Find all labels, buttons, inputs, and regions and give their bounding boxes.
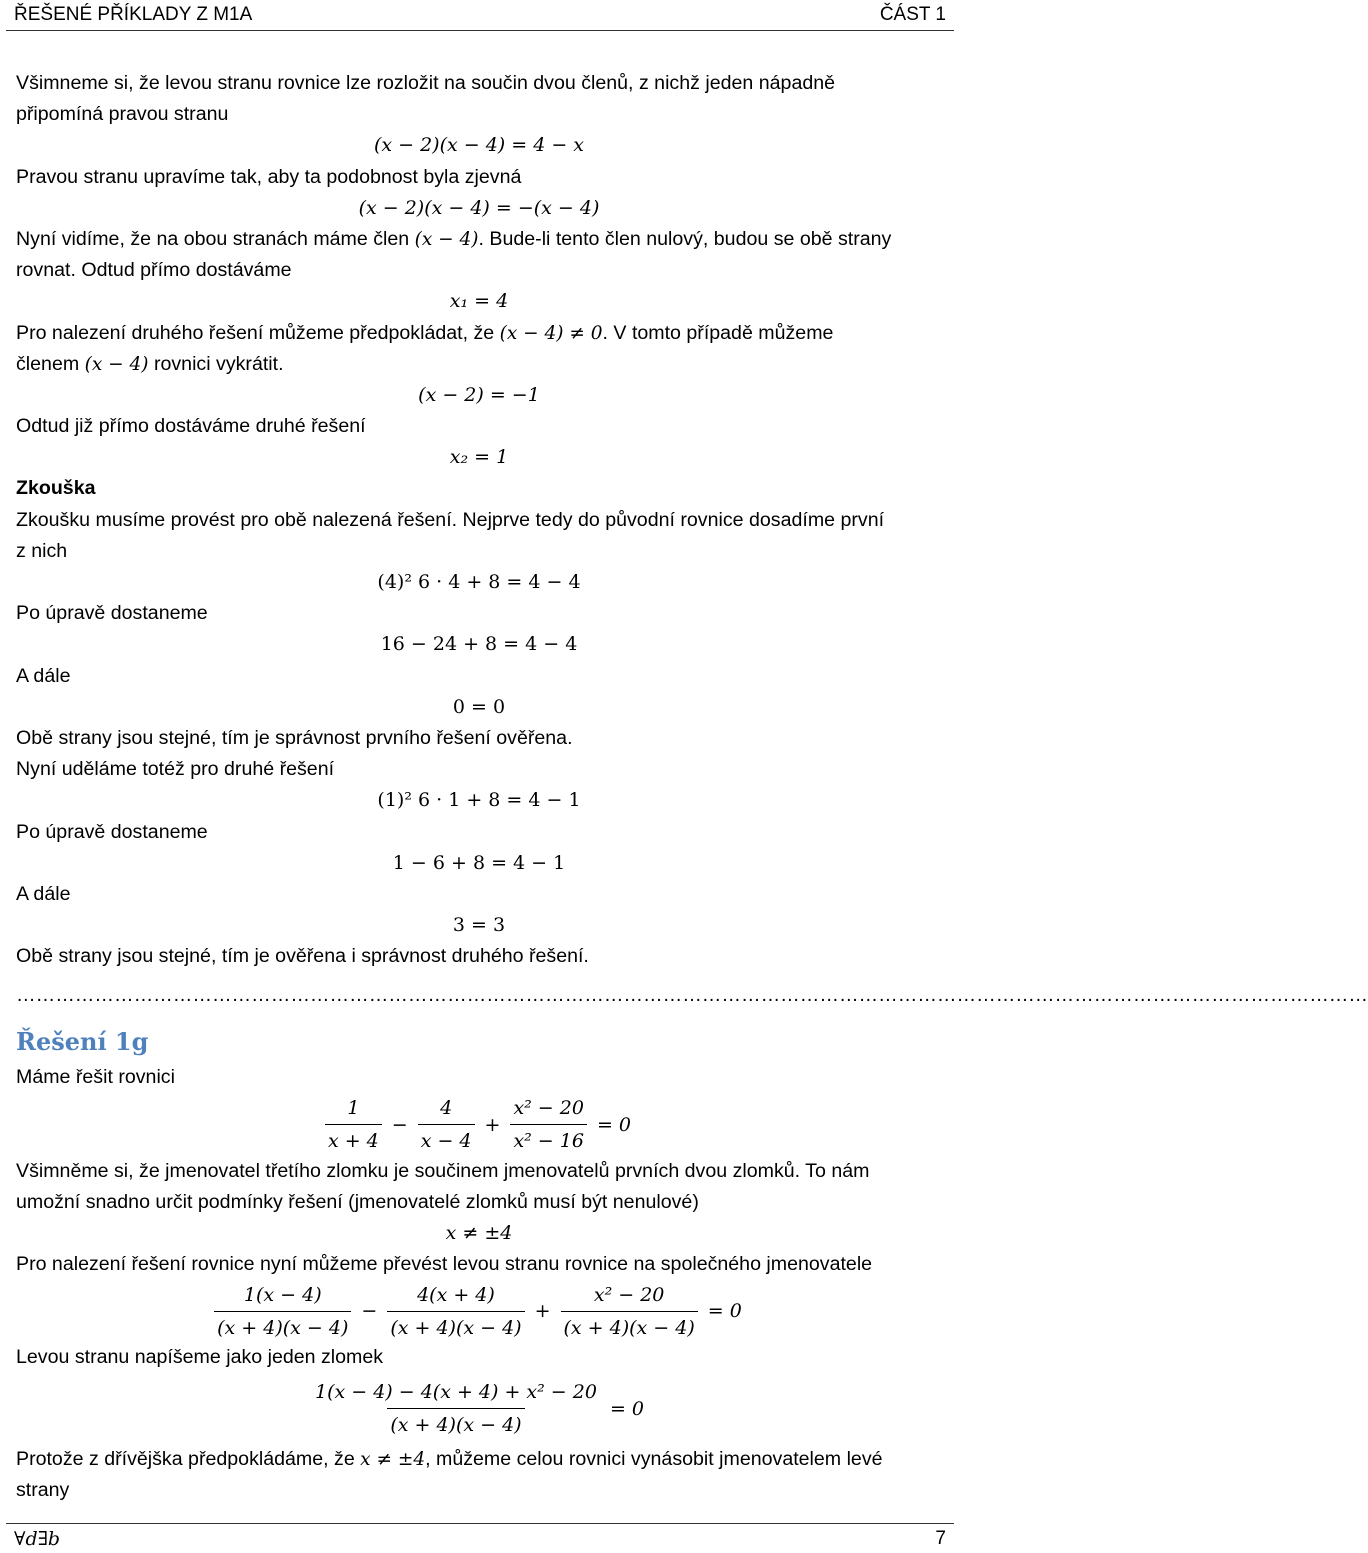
inline-math: (x − 4) ≠ 0: [499, 322, 603, 344]
section-heading: Zkouška: [16, 477, 96, 500]
denominator: (x + 4)(x − 4): [387, 1311, 524, 1342]
paragraph: [16, 224, 942, 255]
numerator: 4(x + 4): [417, 1283, 495, 1306]
denominator: (x + 4)(x − 4): [214, 1311, 351, 1342]
numerator: 1(x − 4): [243, 1283, 322, 1306]
paragraph: [16, 1444, 942, 1475]
equation: (4)² 6 · 4 + 8 = 4 − 4: [377, 571, 581, 593]
paragraph: [16, 318, 942, 349]
equation: x₂ = 1: [449, 446, 509, 469]
fraction: [312, 1378, 600, 1439]
text-run: . V tomto případě můžeme: [602, 321, 834, 344]
equation: x ≠ ±4: [445, 1222, 513, 1244]
paragraph: umožní snadno určit podmínky řešení (jmenovatelé zlomků musí být nenulové): [16, 1190, 699, 1213]
denominator: (x + 4)(x − 4): [387, 1408, 524, 1439]
paragraph: A dále: [16, 882, 71, 905]
operator: −: [361, 1300, 378, 1323]
header-title: ŘEŠENÉ PŘÍKLADY Z M1A: [14, 4, 253, 25]
paragraph: Levou stranu napíšeme jako jeden zlomek: [16, 1346, 384, 1369]
numerator: 1(x − 4) − 4(x + 4) + x² − 20: [314, 1381, 597, 1404]
page-number: 7: [935, 1528, 946, 1549]
page-header: [14, 2, 946, 28]
paragraph: Máme řešit rovnici: [16, 1066, 175, 1089]
text-run: Pro nalezení druhého řešení můžeme předpokládat, že: [16, 321, 500, 344]
text-run: Protože z dřívějška předpokládáme, že: [16, 1447, 361, 1470]
operator: +: [484, 1113, 501, 1136]
page-footer: [14, 1526, 946, 1552]
equation: 3 = 3: [452, 914, 506, 937]
paragraph: strany: [16, 1478, 70, 1501]
inline-math: x ≠ ±4: [360, 1448, 426, 1470]
text-run: rovnici vykrátit.: [148, 352, 284, 375]
paragraph: Pravou stranu upravíme tak, aby ta podobnost byla zjevná: [16, 165, 522, 188]
text-run: členem: [16, 352, 85, 375]
paragraph: Po úpravě dostaneme: [16, 820, 208, 843]
numerator: x² − 20: [593, 1283, 665, 1306]
header-divider: [6, 30, 954, 31]
paragraph: Po úpravě dostaneme: [16, 602, 208, 625]
equation: (1)² 6 · 1 + 8 = 4 − 1: [377, 789, 581, 812]
fraction: [214, 1281, 351, 1342]
numerator: 1: [347, 1097, 360, 1120]
fraction-equation: [16, 1094, 942, 1156]
fraction: [325, 1094, 382, 1155]
fraction: [561, 1281, 698, 1342]
paragraph: Všimneme si, že levou stranu rovnice lze rozložit na součin dvou členů, z nichž jeden nápadně: [16, 72, 836, 94]
paragraph: A dále: [16, 664, 71, 687]
denominator: (x + 4)(x − 4): [561, 1311, 698, 1342]
header-part: ČÁST 1: [879, 4, 946, 25]
paragraph: z nich: [16, 539, 68, 562]
denominator: x − 4: [418, 1124, 475, 1155]
solution-heading: Řešení 1g: [16, 1027, 149, 1057]
inline-math: (x − 4): [414, 228, 479, 250]
operator: +: [534, 1300, 551, 1323]
fraction-equation: [16, 1280, 942, 1342]
dotted-separator: ………………………………………………………………………………………………………………………………………………………………………………………: [16, 984, 1368, 1007]
paragraph: Pro nalezení řešení rovnice nyní můžeme převést levou stranu rovnice na společného jmenovatele: [16, 1253, 873, 1276]
paragraph: Obě strany jsou stejné, tím je ověřena i správnost druhého řešení.: [16, 945, 589, 968]
paragraph: Obě strany jsou stejné, tím je správnost prvního řešení ověřena.: [16, 726, 573, 749]
equals-zero: = 0: [596, 1113, 632, 1136]
paragraph: rovnat. Odtud přímo dostáváme: [16, 259, 292, 282]
fraction: [387, 1281, 524, 1342]
inline-math: (x − 4): [84, 353, 149, 375]
fraction: [418, 1094, 475, 1155]
equation: 16 − 24 + 8 = 4 − 4: [380, 633, 578, 656]
denominator: x + 4: [325, 1124, 382, 1155]
fraction: [510, 1094, 587, 1155]
paragraph: Nyní uděláme totéž pro druhé řešení: [16, 758, 335, 781]
equation: x₁ = 4: [449, 290, 509, 313]
denominator: x² − 16: [510, 1124, 587, 1155]
page-content: [16, 68, 1368, 1506]
equation: (x − 2)(x − 4) = 4 − x: [373, 134, 585, 157]
equation: 0 = 0: [452, 695, 506, 718]
text-run: Nyní vidíme, že na obou stranách máme člen: [16, 227, 415, 250]
equals-zero: = 0: [707, 1300, 742, 1323]
equation: (x − 2)(x − 4) = −(x − 4): [358, 196, 600, 219]
equation: 1 − 6 + 8 = 4 − 1: [392, 851, 566, 874]
numerator: 4: [440, 1097, 453, 1120]
paragraph: Odtud již přímo dostáváme druhé řešení: [16, 415, 366, 438]
footer-logo: ∀d∃b: [14, 1528, 61, 1550]
equation: (x − 2) = −1: [418, 383, 540, 406]
paragraph: [16, 349, 942, 380]
footer-divider: [6, 1523, 954, 1524]
paragraph: Zkoušku musíme provést pro obě nalezená řešení. Nejprve tedy do původní rovnice dosadíme první: [16, 508, 885, 531]
paragraph: Všimněme si, že jmenovatel třetího zlomku je součinem jmenovatelů prvních dvou zlomků. To nám: [16, 1159, 870, 1182]
operator: −: [391, 1113, 408, 1136]
text-run: . Bude-li tento člen nulový, budou se obě strany: [478, 227, 892, 250]
text-run: , můžeme celou rovnici vynásobit jmenovatelem levé: [425, 1447, 883, 1470]
paragraph: připomíná pravou stranu: [16, 103, 229, 126]
fraction-equation: [16, 1374, 942, 1444]
equals-zero: = 0: [609, 1397, 644, 1420]
numerator: x² − 20: [513, 1097, 584, 1120]
